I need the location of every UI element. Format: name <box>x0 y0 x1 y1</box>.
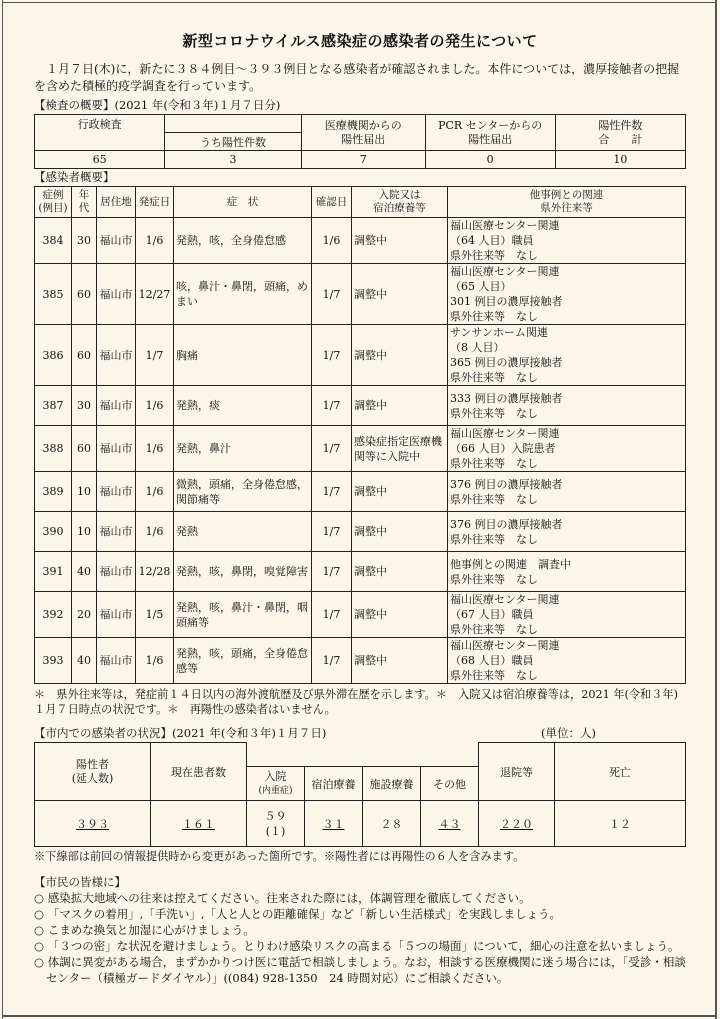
case-row <box>35 218 686 264</box>
case-confirm: 1/7 <box>312 472 352 512</box>
city-heading: 【市内での感染者の状況】(2021 年(令和３年)１月７日) <box>34 726 327 740</box>
case-symptom: 発熱，咳，鼻汁・鼻閉，咽頭痛等 <box>174 592 312 638</box>
case-no: 387 <box>35 386 72 426</box>
case-row <box>35 264 686 325</box>
case-symptom: 発熱，咳，全身倦怠感 <box>174 218 312 264</box>
inspection-header-pcr: PCR センターからの 陽性届出 <box>425 115 555 151</box>
city-header-discharged: 退院等 <box>479 743 555 801</box>
case-onset: 1/6 <box>136 512 174 552</box>
city-header-hosp-cell <box>247 767 305 801</box>
case-status: 調整中 <box>352 552 448 592</box>
case-city: 福山市 <box>97 218 136 264</box>
case-age: 40 <box>72 638 97 684</box>
case-no: 391 <box>35 552 72 592</box>
case-no: 390 <box>35 512 72 552</box>
cases-header-cell: 発症日 <box>136 187 174 218</box>
case-age: 20 <box>72 592 97 638</box>
case-no: 384 <box>35 218 72 264</box>
case-city: 福山市 <box>97 325 136 386</box>
case-age: 30 <box>72 386 97 426</box>
case-no: 385 <box>35 264 72 325</box>
case-city: 福山市 <box>97 592 136 638</box>
intro-paragraph: １月７日(木)に，新たに３８４例目～３９３例目となる感染者が確認されました。本件については，濃厚接触者の把握を含めた積極的疫学調査を行っています。 <box>34 62 680 93</box>
case-no: 388 <box>35 426 72 472</box>
case-status: 調整中 <box>352 638 448 684</box>
inspection-header-total: 陽性件数 合 計 <box>555 115 685 151</box>
case-symptom: 発熱，痰 <box>174 386 312 426</box>
frame-border-top <box>2 2 717 3</box>
inspection-header-spacer <box>165 115 302 133</box>
case-symptom: 発熱 <box>174 512 312 552</box>
city-value-hosp: ５９ <box>264 809 287 823</box>
unit-label: (単位：人) <box>541 726 596 740</box>
citizens-item: ○ 体調に異変がある場合，まずかかりつけ医に電話で相談しましょう。なお，相談する医療機関に迷う場合には，「受診・相談センター（積極ガードダイヤル）」((084) 928-1350 24 時間対応）にご相談ください。 <box>34 955 686 985</box>
case-onset: 1/6 <box>136 472 174 512</box>
case-symptom: 微熱，頭痛，全身倦怠感，関節痛等 <box>174 472 312 512</box>
city-value-discharged-cell <box>479 801 555 847</box>
inspection-header-blank <box>35 133 165 151</box>
case-city: 福山市 <box>97 472 136 512</box>
case-row <box>35 386 686 426</box>
case-no: 389 <box>35 472 72 512</box>
case-relation: 福山医療センター関連 （65 人目） 301 例目の濃厚接触者 県外往来等 なし <box>448 264 686 325</box>
case-onset: 1/6 <box>136 638 174 684</box>
city-value-current-cell <box>151 801 247 847</box>
case-age: 40 <box>72 552 97 592</box>
city-status-table <box>34 742 686 847</box>
case-row <box>35 552 686 592</box>
citizens-item: ○ 「３つの密」な状況を避けましょう。とりわけ感染リスクの高まる「５つの場面」について，細心の注意を払いましょう。 <box>34 939 680 953</box>
case-symptom: 発熱，咳，鼻閉，嗅覚障害 <box>174 552 312 592</box>
citizens-item: ○ こまめな換気と加湿に心がけましょう。 <box>34 923 255 937</box>
frame-border-right <box>715 0 717 1019</box>
case-age: 60 <box>72 264 97 325</box>
inspection-value-pcr: 0 <box>425 151 555 169</box>
case-confirm: 1/7 <box>312 552 352 592</box>
city-header-hosp: 入院 <box>264 769 287 783</box>
case-symptom: 発熱，咳，頭痛，全身倦怠感等 <box>174 638 312 684</box>
case-relation: サンサンホーム関連 （8 人目） 365 例目の濃厚接触者 県外往来等 なし <box>448 325 686 386</box>
case-symptom: 胸痛 <box>174 325 312 386</box>
city-value-hosp-cell <box>247 801 305 847</box>
case-status: 感染症指定医療機関等に入院中 <box>352 426 448 472</box>
cases-header-cell: 年代 <box>72 187 97 218</box>
cases-header-cell: 症例 (例目) <box>35 187 72 218</box>
case-status: 調整中 <box>352 472 448 512</box>
city-header-current: 現在患者数 <box>151 743 247 801</box>
frame-border-left <box>2 0 3 1019</box>
city-header-death: 死亡 <box>555 743 686 801</box>
case-city: 福山市 <box>97 264 136 325</box>
case-city: 福山市 <box>97 426 136 472</box>
city-header-hotel: 宿泊療養 <box>305 767 363 801</box>
city-heading-row <box>34 725 686 741</box>
inspection-header-admin: 行政検査 <box>35 115 165 133</box>
case-row <box>35 426 686 472</box>
case-status: 調整中 <box>352 264 448 325</box>
case-relation: 376 例目の濃厚接触者 県外往来等 なし <box>448 472 686 512</box>
inspection-table <box>34 114 686 169</box>
case-status: 調整中 <box>352 386 448 426</box>
inspection-header-positive: うち陽性件数 <box>165 133 302 151</box>
citizens-item: ○ 「マスクの着用」,「手洗い」,「人と人との距離確保」など「新しい生活様式」を実践しましょう。 <box>34 907 561 921</box>
case-confirm: 1/7 <box>312 592 352 638</box>
case-onset: 12/28 <box>136 552 174 592</box>
case-row <box>35 325 686 386</box>
case-no: 386 <box>35 325 72 386</box>
city-value-positive-cell <box>35 801 151 847</box>
cases-header-cell: 確認日 <box>312 187 352 218</box>
inspection-value-total: 10 <box>555 151 685 169</box>
case-onset: 1/5 <box>136 592 174 638</box>
case-relation: 他事例との関連 調査中 県外往来等 なし <box>448 552 686 592</box>
cases-heading: 【感染者概要】 <box>34 170 115 184</box>
case-confirm: 1/6 <box>312 218 352 264</box>
citizens-heading: 【市民の皆様に】 <box>34 875 126 889</box>
case-relation: 福山医療センター関連 （66 人目）入院患者 県外往来等 なし <box>448 426 686 472</box>
inspection-value-admin: 65 <box>35 151 165 169</box>
case-city: 福山市 <box>97 638 136 684</box>
case-symptom: 発熱，鼻汁 <box>174 426 312 472</box>
case-no: 393 <box>35 638 72 684</box>
city-value-positive: ３９３ <box>76 817 109 831</box>
city-value-discharged: ２２０ <box>500 817 533 831</box>
city-value-death: １２ <box>555 801 686 847</box>
city-value-other-cell <box>421 801 479 847</box>
page-title: 新型コロナウイルス感染症の感染者の発生について <box>182 32 538 50</box>
city-footnote: ※下線部は前回の情報提供時から変更があった箇所です。※陽性者には再陽性の６人を含みます。 <box>34 850 525 863</box>
case-age: 60 <box>72 426 97 472</box>
inspection-heading: 【検査の概要】(2021 年(令和３年)１月７日分) <box>34 98 281 112</box>
inspection-value-positive: 3 <box>165 151 302 169</box>
case-confirm: 1/7 <box>312 638 352 684</box>
city-value-current: １６１ <box>182 817 215 831</box>
cases-header-cell: 居住地 <box>97 187 136 218</box>
case-city: 福山市 <box>97 386 136 426</box>
case-onset: 1/7 <box>136 325 174 386</box>
cases-header-cell: 他事例との関連 県外往来等 <box>448 187 686 218</box>
case-row <box>35 472 686 512</box>
case-symptom: 咳，鼻汁・鼻閉，頭痛，めまい <box>174 264 312 325</box>
city-value-hotel: ３１ <box>322 817 345 831</box>
case-status: 調整中 <box>352 592 448 638</box>
cases-header-row <box>35 187 686 218</box>
case-row <box>35 512 686 552</box>
citizens-item: ○ 感染拡大地域への往来は控えてください。往来された際には，体調管理を徹底してください。 <box>34 891 531 905</box>
case-relation: 福山医療センター関連 （64 人目）職員 県外往来等 なし <box>448 218 686 264</box>
case-relation: 333 例目の濃厚接触者 県外往来等 なし <box>448 386 686 426</box>
cases-table <box>34 186 686 684</box>
city-header-spacer <box>247 743 479 767</box>
city-header-facility: 施設療養 <box>363 767 421 801</box>
case-onset: 1/6 <box>136 426 174 472</box>
case-age: 30 <box>72 218 97 264</box>
case-confirm: 1/7 <box>312 264 352 325</box>
city-value-hotel-cell <box>305 801 363 847</box>
inspection-header-medical: 医療機関からの 陽性届出 <box>301 115 425 151</box>
city-header-positive: 陽性者 (延人数) <box>35 743 151 801</box>
city-value-facility: ２８ <box>363 801 421 847</box>
case-city: 福山市 <box>97 552 136 592</box>
case-age: 10 <box>72 472 97 512</box>
city-header-hosp-sub: (内重症) <box>258 785 293 796</box>
cases-footnote: ＊ 県外往来等は，発症前１４日以内の海外渡航歴及び県外滞在歴を示します。＊ 入院又は宿泊療養等は，2021 年(令和３年)１月７日時点の状況です。＊ 再陽性の感染者はいません。 <box>34 688 678 716</box>
case-onset: 1/6 <box>136 386 174 426</box>
frame-border-bottom <box>2 1015 717 1017</box>
citizens-section <box>34 874 686 986</box>
case-relation: 福山医療センター関連 （68 人目）職員 県外往来等 なし <box>448 638 686 684</box>
city-header-other: その他 <box>421 767 479 801</box>
cases-header-cell: 症 状 <box>174 187 312 218</box>
case-relation: 376 例目の濃厚接触者 県外往来等 なし <box>448 512 686 552</box>
case-age: 60 <box>72 325 97 386</box>
case-confirm: 1/7 <box>312 325 352 386</box>
case-relation: 福山医療センター関連 （67 人目）職員 県外往来等 なし <box>448 592 686 638</box>
city-value-other: ４３ <box>438 817 461 831</box>
city-value-hosp-sub: (１) <box>265 824 286 838</box>
case-confirm: 1/7 <box>312 512 352 552</box>
case-city: 福山市 <box>97 512 136 552</box>
case-onset: 1/6 <box>136 218 174 264</box>
cases-header-cell: 入院又は 宿泊療養等 <box>352 187 448 218</box>
case-status: 調整中 <box>352 218 448 264</box>
case-status: 調整中 <box>352 512 448 552</box>
case-row <box>35 592 686 638</box>
case-age: 10 <box>72 512 97 552</box>
case-status: 調整中 <box>352 325 448 386</box>
case-onset: 12/27 <box>136 264 174 325</box>
case-confirm: 1/7 <box>312 426 352 472</box>
case-confirm: 1/7 <box>312 386 352 426</box>
case-row <box>35 638 686 684</box>
case-no: 392 <box>35 592 72 638</box>
inspection-value-medical: 7 <box>301 151 425 169</box>
